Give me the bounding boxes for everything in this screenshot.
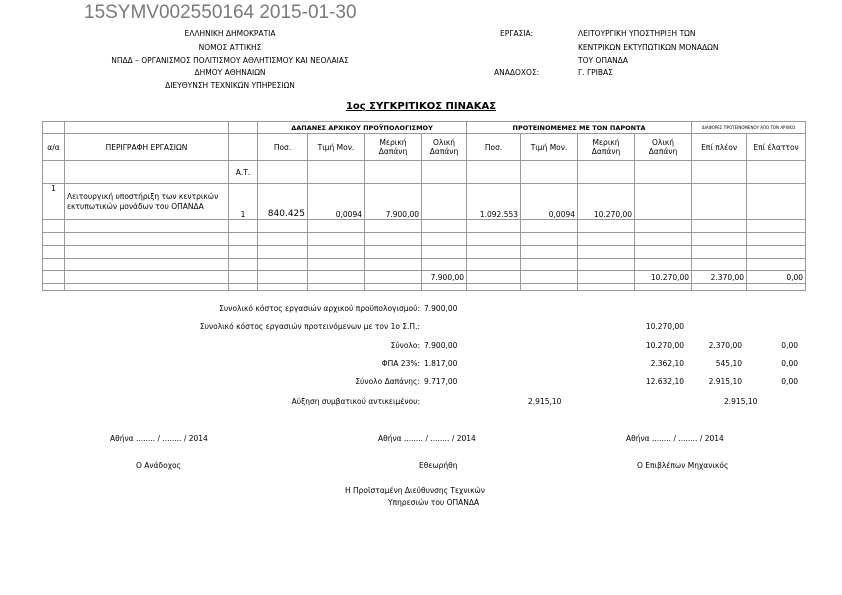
group-proposed: ΠΡΟΤΕΙΝΟΜΕΜΕΣ ΜΕ ΤΟΝ ΠΑΡΟΝΤΑ: [467, 122, 692, 134]
summary-v4a: 1.817,00: [424, 359, 458, 368]
date-3: Αθήνα ........ / ........ / 2014: [626, 434, 724, 443]
contractor: Γ. ΓΡΙΒΑΣ: [578, 68, 613, 77]
watermark: 15SYMV002550164 2015-01-30: [84, 2, 357, 23]
orig-total: 7.900,00: [422, 271, 467, 284]
row-p-qty: 1.092.553: [467, 184, 521, 220]
head-line-2: Υπηρεσιών του ΟΠΑΝΔΑ: [388, 498, 480, 507]
col-p-total: Ολική Δαπάνη: [635, 134, 692, 161]
summary-v3c: 2.370,00: [708, 341, 742, 350]
col-less: Επί έλαττον: [747, 134, 806, 161]
row-unit: 0,0094: [308, 184, 365, 220]
summary-v5b: 12.632,10: [645, 377, 684, 386]
summary-v3a: 7.900,00: [424, 341, 458, 350]
summary-v6a: 2.915,10: [528, 397, 562, 406]
date-2: Αθήνα ........ / ........ / 2014: [378, 434, 476, 443]
group-original: ΔΑΠΑΝΕΣ ΑΡΧΙΚΟΥ ΠΡΟΫΠΟΛΟΓΙΣΜΟΥ: [258, 122, 467, 134]
summary-v5d: 0,00: [781, 377, 798, 386]
page-title: 1ος ΣΥΓΚΡΙΤΙΚΟΣ ΠΙΝΑΚΑΣ: [345, 101, 497, 112]
summary-label-2: Συνολικό κόστος εργασιών προτεινόμενων με τον 1ο Σ.Π.:: [199, 322, 420, 331]
col-more: Επί πλέον: [692, 134, 747, 161]
col-at: Α.Τ.: [229, 161, 258, 184]
row-p-partial: 10.270,00: [578, 184, 635, 220]
col-p-partial: Μερική Δαπάνη: [578, 134, 635, 161]
comparison-table: [42, 121, 806, 291]
work-line-3: ΤΟΥ ΟΠΑΝΔΑ: [578, 56, 628, 65]
summary-label-1: Συνολικό κόστος εργασιών αρχικού προϋπολογισμού:: [219, 304, 420, 313]
col-partial: Μερική Δαπάνη: [365, 134, 422, 161]
summary-v3b: 10.270,00: [645, 341, 684, 350]
diff-less: 0,00: [747, 271, 806, 284]
contractor-label: ΑΝΑΔΟΧΟΣ:: [494, 68, 540, 77]
date-1: Αθήνα ........ / ........ / 2014: [110, 434, 208, 443]
col-p-unit: Τιμή Μον.: [521, 134, 578, 161]
work-line-2: ΚΕΝΤΡΙΚΩΝ ΕΚΤΥΠΩΤΙΚΩΝ ΜΟΝΑΔΩΝ: [578, 43, 719, 52]
col-aa: α/α: [43, 134, 65, 161]
header-left-2: ΝΟΜΟΣ ΑΤΤΙΚΗΣ: [198, 43, 262, 52]
summary-v5c: 2.915,10: [708, 377, 742, 386]
signature-engineer: Ο Επιβλέπων Μηχανικός: [637, 461, 729, 470]
header-left-5: ΔΙΕΥΘΥΝΣΗ ΤΕΧΝΙΚΩΝ ΥΠΗΡΕΣΙΩΝ: [165, 81, 295, 90]
row-at: 1: [229, 184, 258, 220]
row-aa: 1: [43, 184, 65, 220]
summary-v4b: 2.362,10: [650, 359, 684, 368]
summary-v4c: 545,10: [715, 359, 742, 368]
totals-row: [43, 271, 806, 284]
group-diff: ΔΙΑΦΟΡΕΣ ΠΡΟΤΕΙΝΟΜΕΝΟΥ ΑΠΟ ΤΟΝ ΑΡΧΙΚΟ: [692, 122, 806, 134]
table-row: [43, 184, 806, 220]
signature-contractor: Ο Ανάδοχος: [136, 461, 182, 470]
work-line-1: ΛΕΙΤΟΥΡΓΙΚΗ ΥΠΟΣΤΗΡΙΞΗ ΤΩΝ: [578, 29, 696, 38]
col-desc: ΠΕΡΙΓΡΑΦΗ ΕΡΓΑΣΙΩΝ: [65, 134, 229, 161]
col-qty: Ποσ.: [258, 134, 308, 161]
prop-total: 10.270,00: [635, 271, 692, 284]
row-partial: 7.900,00: [365, 184, 422, 220]
diff-more: 2.370,00: [692, 271, 747, 284]
col-total: Ολική Δαπάνη: [422, 134, 467, 161]
summary-v1: 7.900,00: [424, 304, 458, 313]
summary-label-4: ΦΠΑ 23%:: [381, 359, 420, 368]
summary-label-5: Σύνολο Δαπάνης:: [355, 377, 420, 386]
summary-v4d: 0,00: [781, 359, 798, 368]
head-line-1: Η Προϊσταμένη Διεύθυνσης Τεχνικών: [345, 486, 485, 495]
col-unit: Τιμή Μον.: [308, 134, 365, 161]
summary-v5a: 9.717,00: [424, 377, 458, 386]
summary-label-3: Σύνολο:: [390, 341, 420, 350]
row-p-unit: 0,0094: [521, 184, 578, 220]
summary-v6b: 2.915,10: [724, 397, 758, 406]
work-label: ΕΡΓΑΣΙΑ:: [500, 29, 534, 38]
summary-v3d: 0,00: [781, 341, 798, 350]
row-desc: Λειτουργική υποστήριξη των κεντρικών εκτυπωτικών μονάδων του ΟΠΑΝΔΑ: [65, 184, 229, 220]
row-qty: 840.425: [258, 184, 308, 220]
summary-label-6: Αύξηση συμβατικού αντικειμένου:: [291, 397, 420, 406]
col-p-qty: Ποσ.: [467, 134, 521, 161]
header-left-4: ΔΗΜΟΥ ΑΘΗΝΑΙΩΝ: [194, 68, 266, 77]
header-left-1: ΕΛΛΗΝΙΚΗ ΔΗΜΟΚΡΑΤΙΑ: [184, 29, 276, 38]
summary-v2: 10.270,00: [645, 322, 684, 331]
signature-approved: Εθεωρήθη: [419, 461, 458, 470]
header-left-3: ΝΠΔΔ – ΟΡΓΑΝΙΣΜΟΣ ΠΟΛΙΤΙΣΜΟΥ ΑΘΛΗΤΙΣΜΟΥ ΚΑΙ ΝΕΟΛΑΙΑΣ: [111, 56, 349, 65]
